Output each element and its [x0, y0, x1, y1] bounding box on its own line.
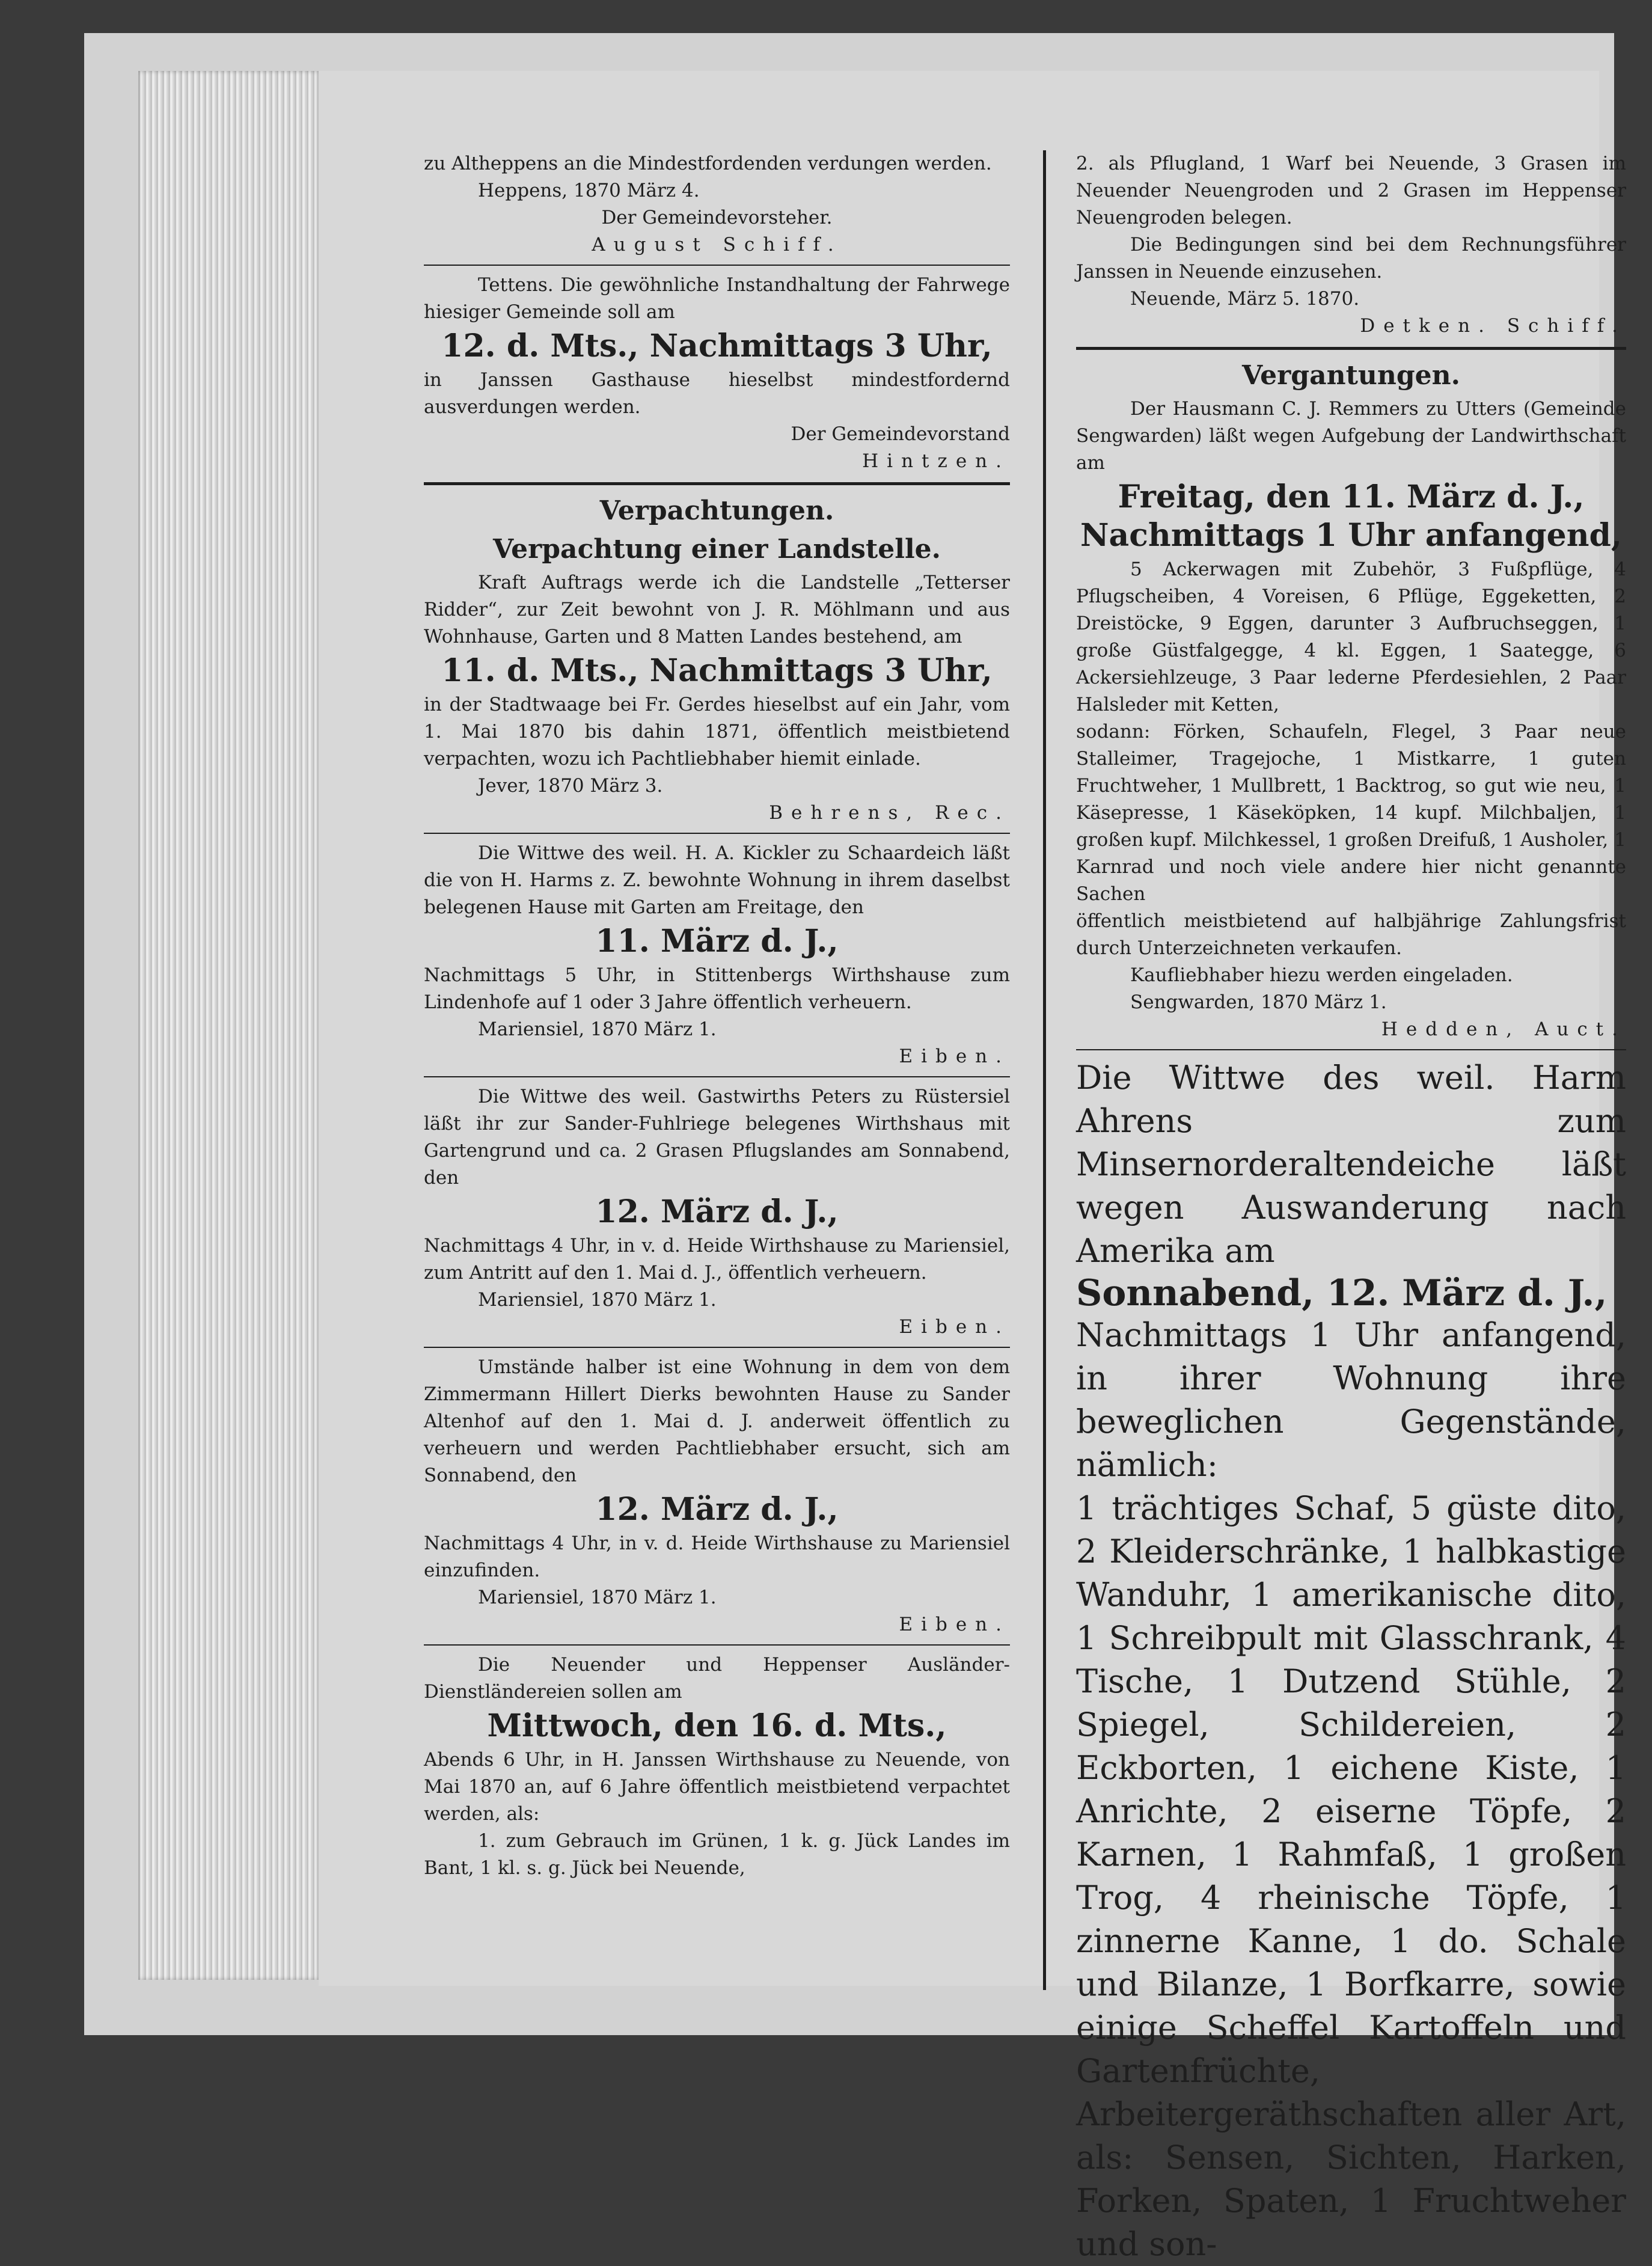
notice-text: in Janssen Gasthause hieselbst mindestfordernd ausverdungen werden.: [424, 369, 1010, 418]
notice-place: Mariensiel, 1870 März 1.: [478, 1289, 717, 1311]
notice-text: Die Wittwe des weil. H. A. Kickler zu Schaardeich läßt die von H. Harms z. Z. bewohnte Wohnung in ihrem daselbst belegenen Hause mit Garten am Freitage, den: [424, 842, 1010, 918]
notice-text: Nachmittags 4 Uhr, in v. d. Heide Wirthshause zu Mariensiel einzufinden.: [424, 1533, 1010, 1581]
notice-signature: August Schiff.: [592, 234, 842, 256]
notice-item: 1. zum Gebrauch im Grünen, 1 k. g. Jück Landes im Bant, 1 kl. s. g. Jück bei Neuende,: [424, 1830, 1010, 1879]
column-separator: [1043, 150, 1046, 1990]
divider: [424, 1644, 1010, 1646]
notice-date: 12. März d. J.,: [595, 1491, 839, 1528]
notice-office: Der Gemeindevorsteher.: [601, 207, 833, 228]
notice-place: Sengwarden, 1870 März 1.: [1130, 991, 1387, 1013]
divider: [424, 1347, 1010, 1348]
divider: [424, 265, 1010, 266]
notice-office: Der Gemeindevorstand: [791, 423, 1010, 445]
notice-text: Kraft Auftrags werde ich die Landstelle „Tetterser Ridder“, zur Zeit bewohnt von J. R. Möhlmann und aus Wohnhause, Garten und 8 Matten Landes bestehend, am: [424, 572, 1010, 648]
notice-items: 5 Ackerwagen mit Zubehör, 3 Fußpflüge, 4 Pflugscheiben, 4 Voreisen, 6 Pflüge, Eggeketten, 2 Dreistöcke, 9 Eggen, darunter 3 Aufbruchseggen, 1 große Güstfalgegge, 4 kl. Eggen, 1 Saategge, 6 Ackersiehlzeuge, 3 Paar lederne Pferdesiehlen, 2 Paar Halsleder mit Ketten,: [1076, 559, 1626, 715]
notice-text: 2. als Pflugland, 1 Warf bei Neuende, 3 Grasen im Neuender Neuengroden und 2 Grasen im Heppenser Neuengroden belegen.: [1076, 153, 1626, 228]
notice-items: sodann: Förken, Schaufeln, Flegel, 3 Paar neue Stalleimer, Tragejoche, 1 Mistkarre, 1 guten Fruchtweher, 1 Mullbrett, 1 Backtrog, so gut wie neu, 1 Käsepresse, 1 Käseköpken, 14 kupf. Milchbaljen, 1 großen kupf. Milchkessel, 1 großen Dreifuß, 1 Ausholer, 1 Karnrad und noch viele andere hier nicht genannte Sachen: [1076, 721, 1626, 905]
divider: [424, 1076, 1010, 1077]
notice-signature: Detken. Schiff.: [1360, 315, 1626, 337]
notice-date: Mittwoch, den 16. d. Mts.,: [487, 1707, 947, 1744]
divider: [1076, 347, 1626, 350]
left-column: [424, 150, 1010, 1882]
notice-text: Kaufliebhaber hiezu werden eingeladen.: [1130, 964, 1513, 986]
section-heading: Verpachtungen.: [599, 495, 834, 526]
notice-date: Sonnabend, 12. März d. J.,: [1076, 1272, 1608, 1314]
notice-date: 12. März d. J.,: [595, 1193, 839, 1230]
notice-text: öffentlich meistbietend auf halbjährige Zahlungsfrist durch Unterzeichneten verkaufen.: [1076, 910, 1626, 959]
notice-date: 12. d. Mts., Nachmittags 3 Uhr,: [441, 328, 993, 364]
notice-text: Nachmittags 4 Uhr, in v. d. Heide Wirthshause zu Mariensiel, zum Antritt auf den 1. Mai d. J., öffentlich verheuern.: [424, 1235, 1010, 1284]
notice-text: in der Stadtwaage bei Fr. Gerdes hieselbst auf ein Jahr, vom 1. Mai 1870 bis dahin 1871, öffentlich meistbietend verpachten, wozu ich Pachtliebhaber hiemit einlade.: [424, 694, 1010, 770]
notice-date: 11. d. Mts., Nachmittags 3 Uhr,: [441, 652, 993, 689]
notice-place: Neuende, März 5. 1870.: [1130, 288, 1360, 310]
notice-text: zu Altheppens an die Mindestfordenden verdungen werden.: [424, 153, 992, 174]
notice-date: Heppens, 1870 März 4.: [478, 180, 700, 201]
notice-items: 1 trächtiges Schaf, 5 güste dito, 2 Kleiderschränke, 1 halbkastige Wanduhr, 1 amerikanische dito, 1 Schreibpult mit Glasschrank, 4 Tische, 1 Dutzend Stühle, 2 Spiegel, Schildereien, 2 Eckborten, 1 eichene Kiste, 1 Anrichte, 2 eiserne Töpfe, 2 Karnen, 1 Rahmfaß, 1 großen Trog, 4 rheinische Töpfe, 1 zinnerne Kanne, 1 do. Schale und Bilanze, 1 Borfkarre, sowie einige Scheffel Kartoffeln und Gartenfrüchte, Arbeitergeräthschaften aller Art, als: Sensen, Sichten, Harken, Forken, Spaten, 1 Fruchtweher und son-: [1076, 1489, 1626, 2263]
notice-time: Nachmittags 1 Uhr anfangend,: [1080, 517, 1622, 554]
notice-text: Die Neuender und Heppenser Ausländer-Dienstländereien sollen am: [424, 1654, 1010, 1703]
divider: [424, 482, 1010, 485]
notice-text: Die Bedingungen sind bei dem Rechnungsführer Janssen in Neuende einzusehen.: [1076, 234, 1626, 283]
notice-signature: Hintzen.: [862, 450, 1010, 472]
notice-signature: Hedden, Auct.: [1381, 1018, 1626, 1040]
notice-text: Tettens. Die gewöhnliche Instandhaltung der Fahrwege hiesiger Gemeinde soll am: [424, 274, 1010, 323]
notice-text: Der Hausmann C. J. Remmers zu Utters (Gemeinde Sengwarden) läßt wegen Aufgebung der Landwirthschaft am: [1076, 398, 1626, 474]
notice-place: Jever, 1870 März 3.: [478, 775, 663, 797]
notice-title: Verpachtung einer Landstelle.: [493, 534, 941, 565]
notice-date: 11. März d. J.,: [595, 923, 839, 960]
notice-text: Nachmittags 5 Uhr, in Stittenbergs Wirthshause zum Lindenhofe auf 1 oder 3 Jahre öffentlich verheuern.: [424, 964, 1010, 1013]
notice-text: Umstände halber ist eine Wohnung in dem von dem Zimmermann Hillert Dierks bewohnten Hause zu Sander Altenhof auf den 1. Mai d. J. anderweit öffentlich zu verheuern und werden Pachtliebhaber ersucht, sich am Sonnabend, den: [424, 1356, 1010, 1486]
notice-place: Mariensiel, 1870 März 1.: [478, 1018, 717, 1040]
divider: [1076, 1049, 1626, 1050]
notice-date: Freitag, den 11. März d. J.,: [1118, 479, 1585, 515]
right-column: [1076, 150, 1626, 2266]
section-heading: Vergantungen.: [1242, 360, 1460, 391]
notice-signature: Eiben.: [899, 1614, 1010, 1635]
page-edges: [138, 71, 319, 1980]
notice-text: Abends 6 Uhr, in H. Janssen Wirthshause zu Neuende, von Mai 1870 an, auf 6 Jahre öffentlich meistbietend verpachtet werden, als:: [424, 1749, 1010, 1825]
notice-place: Mariensiel, 1870 März 1.: [478, 1587, 717, 1608]
divider: [424, 833, 1010, 834]
notice-signature: Behrens, Rec.: [769, 802, 1010, 824]
notice-text: Die Wittwe des weil. Gastwirths Peters zu Rüstersiel läßt ihr zur Sander-Fuhlriege belegenes Wirthshaus mit Gartengrund und ca. 2 Grasen Pflugslandes am Sonnabend, den: [424, 1086, 1010, 1189]
notice-signature: Eiben.: [899, 1046, 1010, 1067]
notice-signature: Eiben.: [899, 1316, 1010, 1338]
notice-text: Die Wittwe des weil. Harm Ahrens zum Minsernorderaltendeiche läßt wegen Auswanderung nach Amerika am: [1076, 1059, 1626, 1270]
notice-text: Nachmittags 1 Uhr anfangend, in ihrer Wohnung ihre beweglichen Gegenstände, nämlich:: [1076, 1316, 1626, 1484]
